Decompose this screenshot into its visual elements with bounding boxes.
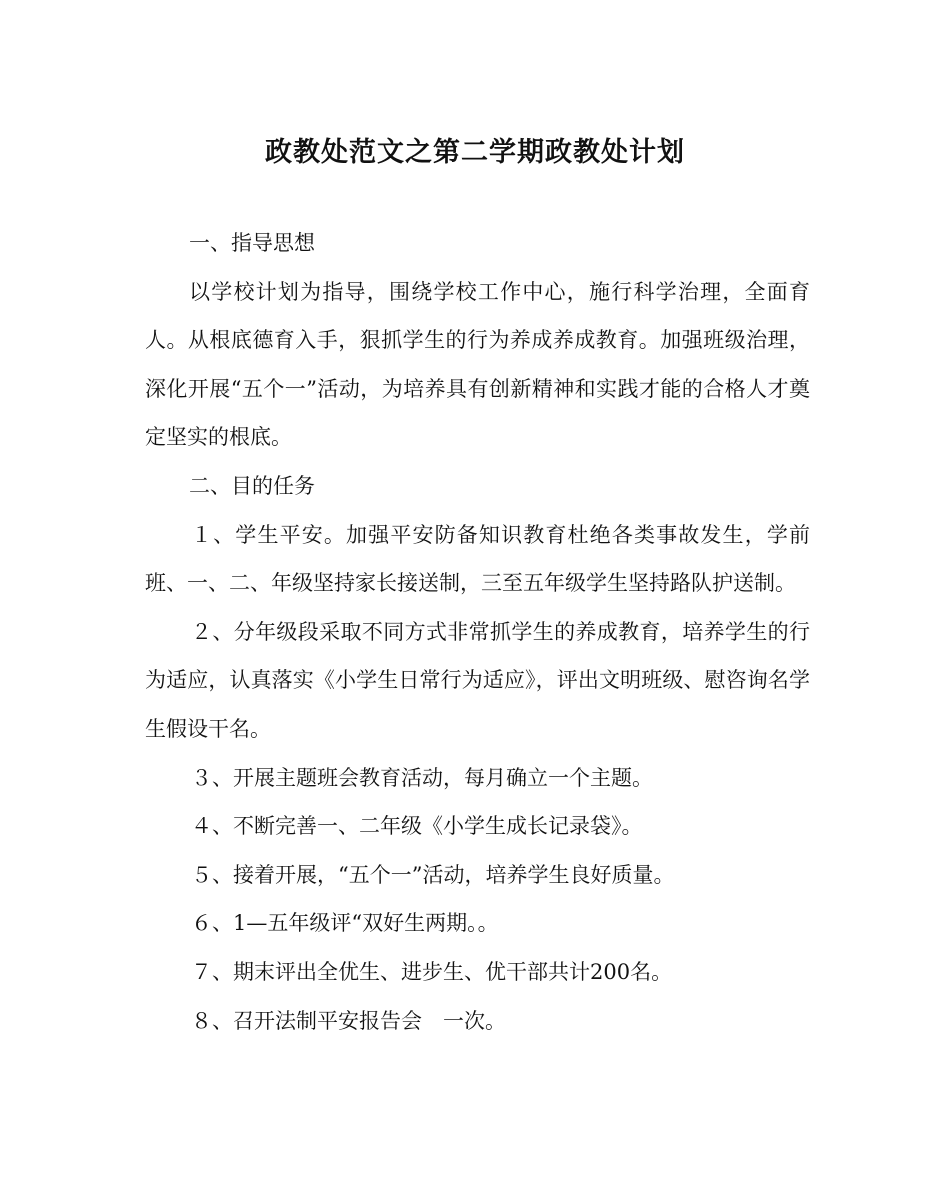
- list-item-8: ８、召开法制平安报告会 一次。: [191, 1008, 506, 1033]
- section-heading-guiding-ideology: 一、指导思想: [189, 231, 315, 255]
- list-item-5: ５、接着开展，“五个一”活动，培养学生良好质量。: [191, 862, 675, 887]
- document-title: 政教处范文之第二学期政教处计划: [265, 137, 685, 168]
- section-heading-goals-tasks: 二、目的任务: [189, 473, 315, 498]
- paragraph-guiding-ideology: 以学校计划为指导，围绕学校工作中心，施行科学治理，全面育人。从根底德育入手，狠抓学生的行为养成养成教育。加强班级治理，深化开展“五个一”活动，为培养具有创新精神和实践才能的合格人才奠定坚实的根底。: [145, 279, 810, 450]
- list-item-4: ４、不断完善一、二年级《小学生成长记录袋》。: [191, 814, 643, 839]
- list-item-7: ７、期末评出全优生、进步生、优干部共计200名。: [191, 959, 673, 984]
- list-item-3: ３、开展主题班会教育活动，每月确立一个主题。: [191, 765, 653, 790]
- document-body: [145, 219, 810, 1045]
- list-item-1: １、学生平安。加强平安防备知识教育杜绝各类事故发生，学前班、一、二、年级坚持家长接送制，三至五年级学生坚持路队护送制。: [145, 522, 810, 596]
- list-item-6: ６、1—五年级评“双好生两期。。: [191, 911, 499, 936]
- list-item-2: ２、分年级段采取不同方式非常抓学生的养成教育，培养学生的行为适应，认真落实《小学生日常行为适应》，评出文明班级、慰咨询名学生假设干名。: [145, 619, 810, 741]
